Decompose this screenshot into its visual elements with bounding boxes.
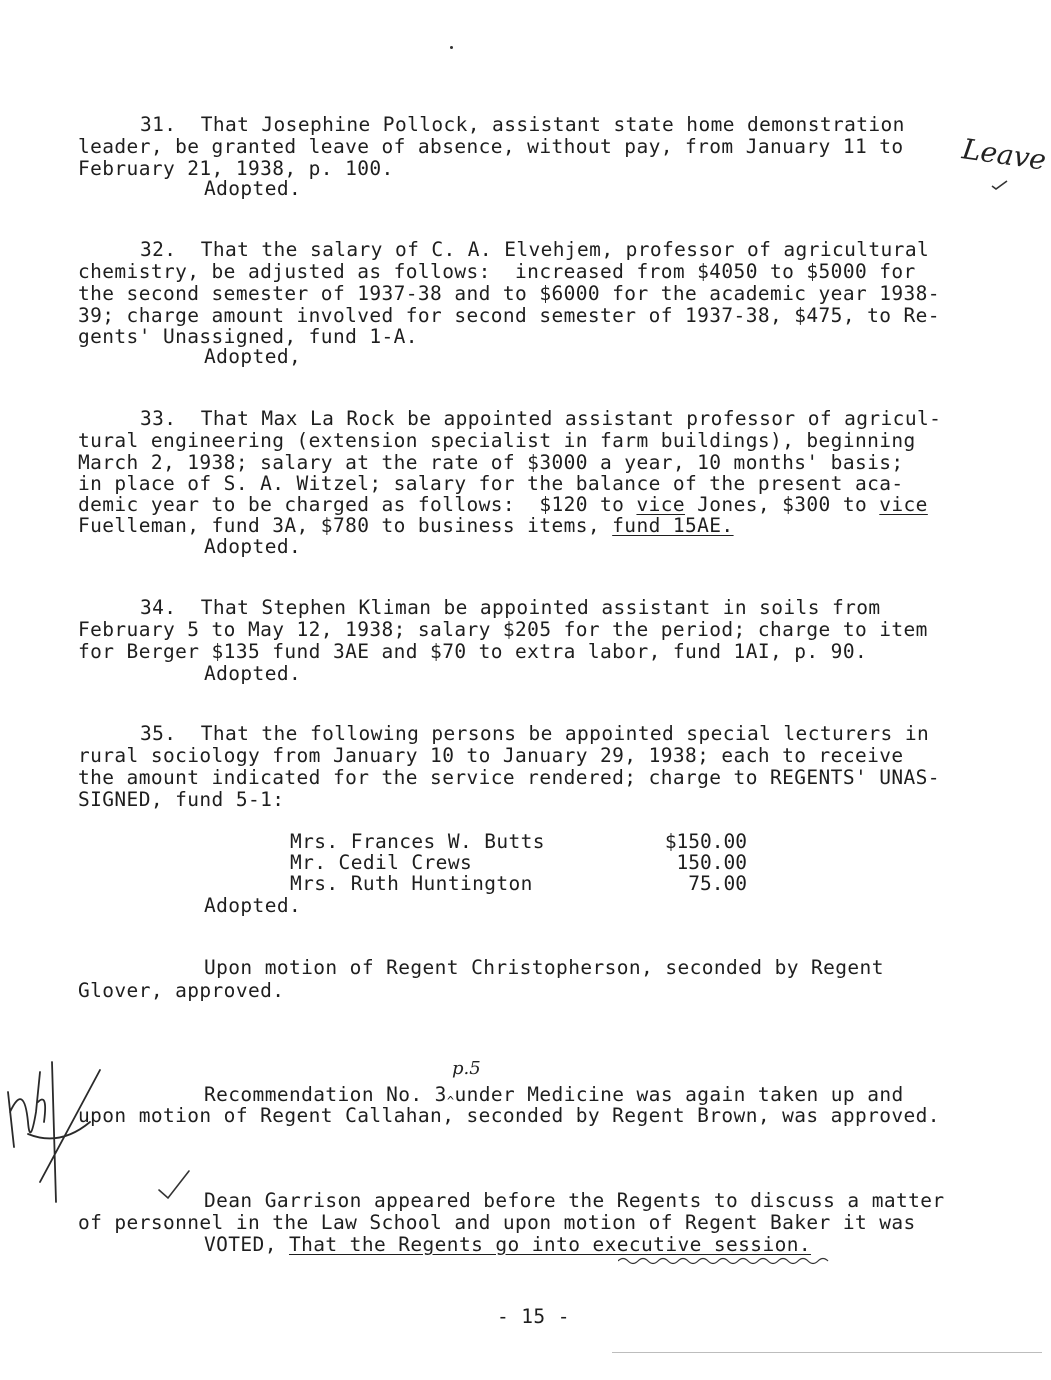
dean-line-3 [204, 1234, 811, 1256]
motion-line-1: Upon motion of Regent Christopherson, seconded by Regent [204, 956, 884, 979]
page-number: - 15 - [497, 1305, 570, 1328]
handwritten-leave-note: Leave [960, 132, 1049, 177]
wavy-underline [618, 1256, 833, 1266]
item-32-line-5: gents' Unassigned, fund 1-A. [78, 325, 418, 348]
item-35-line-4: SIGNED, fund 5-1: [78, 788, 285, 811]
lecturer-name: Mrs. Frances W. Butts [290, 830, 545, 853]
executive-session-underlined: That the Regents go into executive session. [288, 1233, 812, 1256]
lecturer-name: Mrs. Ruth Huntington [290, 872, 533, 895]
lecturer-amount: 75.00 [688, 872, 747, 895]
item-31-line-1: 31. That Josephine Pollock, assistant state home demonstration [140, 113, 905, 136]
item-32-line-2: chemistry, be adjusted as follows: increased from $4050 to $5000 for [78, 260, 916, 283]
item-33-line-2: tural engineering (extension specialist in farm buildings), beginning [78, 429, 916, 452]
item-33-line-1: 33. That Max La Rock be appointed assistant professor of agricul- [140, 407, 942, 430]
item-31-line-3: February 21, 1938, p. 100. [78, 157, 394, 180]
item-34-adopted: Adopted. [204, 662, 302, 685]
dean-line-1: Dean Garrison appeared before the Regents to discuss a matter [204, 1189, 945, 1212]
item-34-line-3: for Berger $135 fund 3AE and $70 to extra labor, fund 1AI, p. 90. [78, 640, 868, 663]
item-33-line-6-text: Fuelleman, fund 3A, $780 to business items, [78, 514, 613, 537]
item-32-line-4: 39; charge amount involved for second semester of 1937-38, $475, to Re- [78, 304, 940, 327]
checkmark-icon [990, 178, 1010, 192]
item-33-adopted: Adopted. [204, 535, 302, 558]
item-32-line-1: 32. That the salary of C. A. Elvehjem, professor of agricultural [140, 238, 930, 261]
recommendation-line-2: upon motion of Regent Callahan, seconded by Regent Brown, was approved. [78, 1104, 940, 1127]
handwritten-margin-scribble [0, 1052, 110, 1212]
fund-15ae-underlined: fund 15AE. [612, 514, 734, 537]
recommendation-text-b: under Medicine was again taken up and [454, 1083, 904, 1106]
lecturer-name: Mr. Cedil Crews [290, 851, 473, 874]
lecturer-amount: 150.00 [676, 851, 747, 874]
item-33-line-3: March 2, 1938; salary at the rate of $3000 a year, 10 months' basis; [78, 451, 904, 474]
item-32-adopted: Adopted, [204, 345, 302, 368]
checkmark-icon [156, 1168, 192, 1202]
item-35-adopted: Adopted. [204, 894, 302, 917]
item-31-adopted: Adopted. [204, 177, 302, 200]
lecturer-amount: $150.00 [664, 830, 747, 853]
speck-mark [450, 46, 453, 49]
vice-underlined-2: vice [879, 493, 928, 516]
item-35-line-2: rural sociology from January 10 to January 29, 1938; each to receive [78, 744, 904, 767]
item-32-line-3: the second semester of 1937-38 and to $6000 for the academic year 1938- [78, 282, 940, 305]
item-33-line-5 [78, 494, 928, 516]
item-33-line-6 [78, 515, 734, 537]
item-35-line-1: 35. That the following persons be appointed special lecturers in [140, 722, 930, 745]
vice-underlined-1: vice [636, 493, 686, 516]
item-33-line-4: in place of S. A. Witzel; salary for the balance of the present aca- [78, 472, 904, 495]
item-34-line-2: February 5 to May 12, 1938; salary $205 for the period; charge to item [78, 618, 928, 641]
dean-line-2: of personnel in the Law School and upon motion of Regent Baker it was [78, 1211, 916, 1234]
voted-label: VOTED, [204, 1233, 289, 1256]
motion-line-2: Glover, approved. [78, 979, 285, 1002]
item-33-line-5-text-b: Jones, $300 to [685, 493, 880, 516]
handwritten-p5-note: p.5 [452, 1058, 481, 1079]
caret-mark: ^ [446, 1094, 455, 1108]
item-33-line-5-text-a: demic year to be charged as follows: $120 to [78, 493, 637, 516]
item-31-line-2: leader, be granted leave of absence, without pay, from January 11 to [78, 135, 904, 158]
item-34-line-1: 34. That Stephen Kliman be appointed assistant in soils from [140, 596, 881, 619]
bottom-rule [612, 1352, 1042, 1353]
recommendation-text-a: Recommendation No. 3 [204, 1083, 447, 1106]
item-35-line-3: the amount indicated for the service rendered; charge to REGENTS' UNAS- [78, 766, 940, 789]
